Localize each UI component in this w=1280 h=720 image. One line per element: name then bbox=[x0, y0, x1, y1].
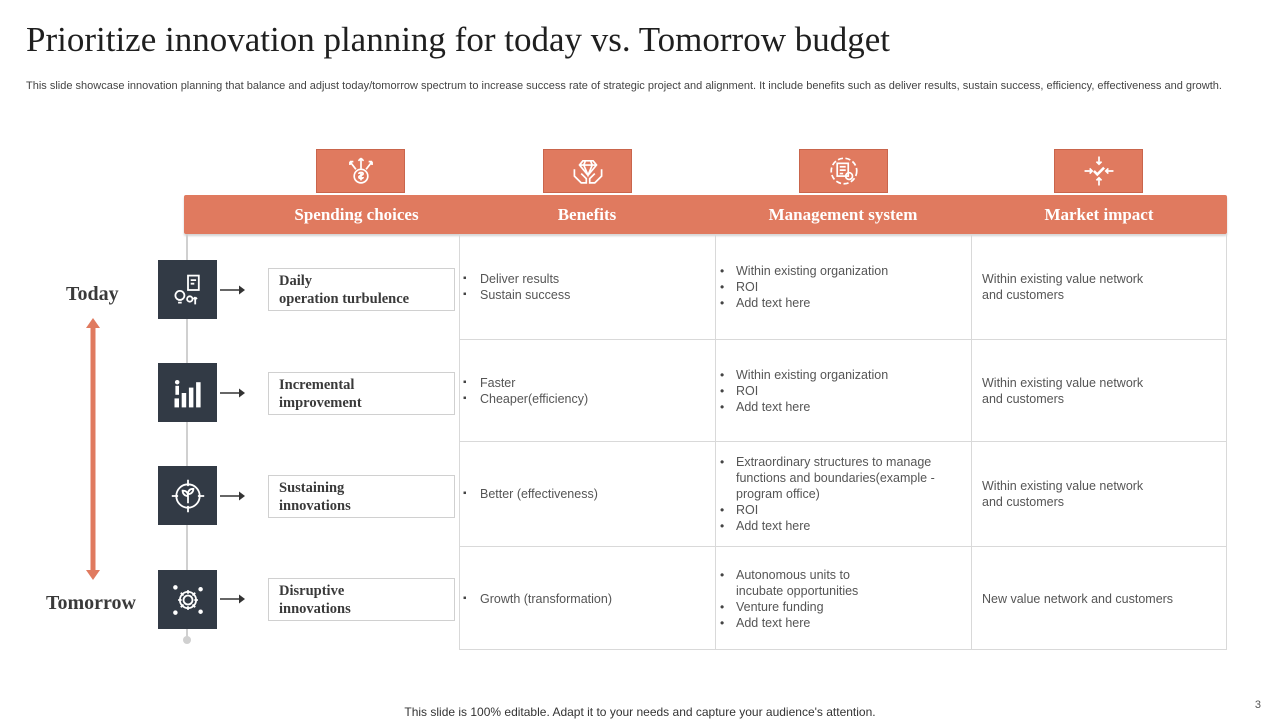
row-3-management: • Extraordinary structures to manage functions and boundaries(example - program office) • ROI • Add text here bbox=[716, 442, 971, 546]
benefits-icon-tab bbox=[543, 149, 632, 193]
spending-choices-icon-tab bbox=[316, 149, 405, 193]
row-3-label: Sustaining innovations bbox=[268, 475, 455, 518]
row-4-label: Disruptive innovations bbox=[268, 578, 455, 621]
content-table bbox=[459, 234, 1227, 650]
row-3-benefits: ▪ Better (effectiveness) bbox=[460, 442, 715, 546]
slide-title: Prioritize innovation planning for today vs. Tomorrow budget bbox=[26, 20, 890, 59]
row-1-arrow bbox=[220, 284, 246, 296]
diamond-hands-icon bbox=[571, 154, 605, 188]
tomorrow-label: Tomorrow bbox=[46, 592, 136, 614]
growth-chart-icon bbox=[170, 375, 206, 411]
target-plant-icon bbox=[170, 478, 206, 514]
row-3-market: Within existing value network and customers bbox=[982, 479, 1144, 509]
row-1-label: Daily operation turbulence bbox=[268, 268, 455, 311]
row-4-management: • Autonomous units to incubate opportunities • Venture funding • Add text here bbox=[716, 547, 971, 650]
row-4-benefits: ▪ Growth (transformation) bbox=[460, 547, 715, 650]
today-tomorrow-double-arrow bbox=[84, 316, 102, 582]
slide-footer: This slide is 100% editable. Adapt it to your needs and capture your audience's attention. bbox=[404, 705, 876, 719]
row-3-arrow bbox=[220, 490, 246, 502]
row-2-arrow bbox=[220, 387, 246, 399]
row-2-label: Incremental improvement bbox=[268, 372, 455, 415]
row-4-market: New value network and customers bbox=[982, 591, 1174, 606]
page-number: 3 bbox=[1254, 699, 1261, 711]
row-2-benefits: ▪ Faster ▪ Cheaper(efficiency) bbox=[460, 340, 715, 441]
row-1-market: Within existing value network and customers bbox=[982, 272, 1144, 302]
column-header-bar bbox=[184, 195, 1227, 234]
target-check-icon bbox=[1082, 154, 1116, 188]
row-3-icon-box bbox=[158, 466, 217, 525]
gear-burst-icon bbox=[170, 582, 206, 618]
market-impact-icon-tab bbox=[1054, 149, 1143, 193]
column-header-management-system: Management system bbox=[768, 204, 918, 224]
management-system-icon-tab bbox=[799, 149, 888, 193]
row-2-icon-box bbox=[158, 363, 217, 422]
row-1-management: • Within existing organization • ROI • Add text here bbox=[716, 235, 971, 339]
row-1-icon-box bbox=[158, 260, 217, 319]
row-2-management: • Within existing organization • ROI • Add text here bbox=[716, 340, 971, 441]
management-gear-icon bbox=[827, 154, 861, 188]
row-1-benefits: ▪ Deliver results ▪ Sustain success bbox=[460, 235, 715, 339]
column-header-spending-choices: Spending choices bbox=[294, 204, 419, 224]
slide-subtitle: This slide showcase innovation planning that balance and adjust today/tomorrow spectrum to increase success rate of strategic project and alignment. It include benefits such as deliver results, sustain success, efficiency, effectiveness and growth. bbox=[26, 80, 1222, 92]
money-split-icon bbox=[344, 154, 378, 188]
row-4-arrow bbox=[220, 593, 246, 605]
timeline-end-dot bbox=[183, 636, 191, 644]
column-header-market-impact: Market impact bbox=[1044, 204, 1154, 224]
column-header-benefits: Benefits bbox=[557, 204, 617, 224]
row-2-market: Within existing value network and customers bbox=[982, 375, 1144, 406]
today-label: Today bbox=[66, 283, 119, 305]
idea-gear-icon bbox=[170, 272, 206, 308]
row-4-icon-box bbox=[158, 570, 217, 629]
